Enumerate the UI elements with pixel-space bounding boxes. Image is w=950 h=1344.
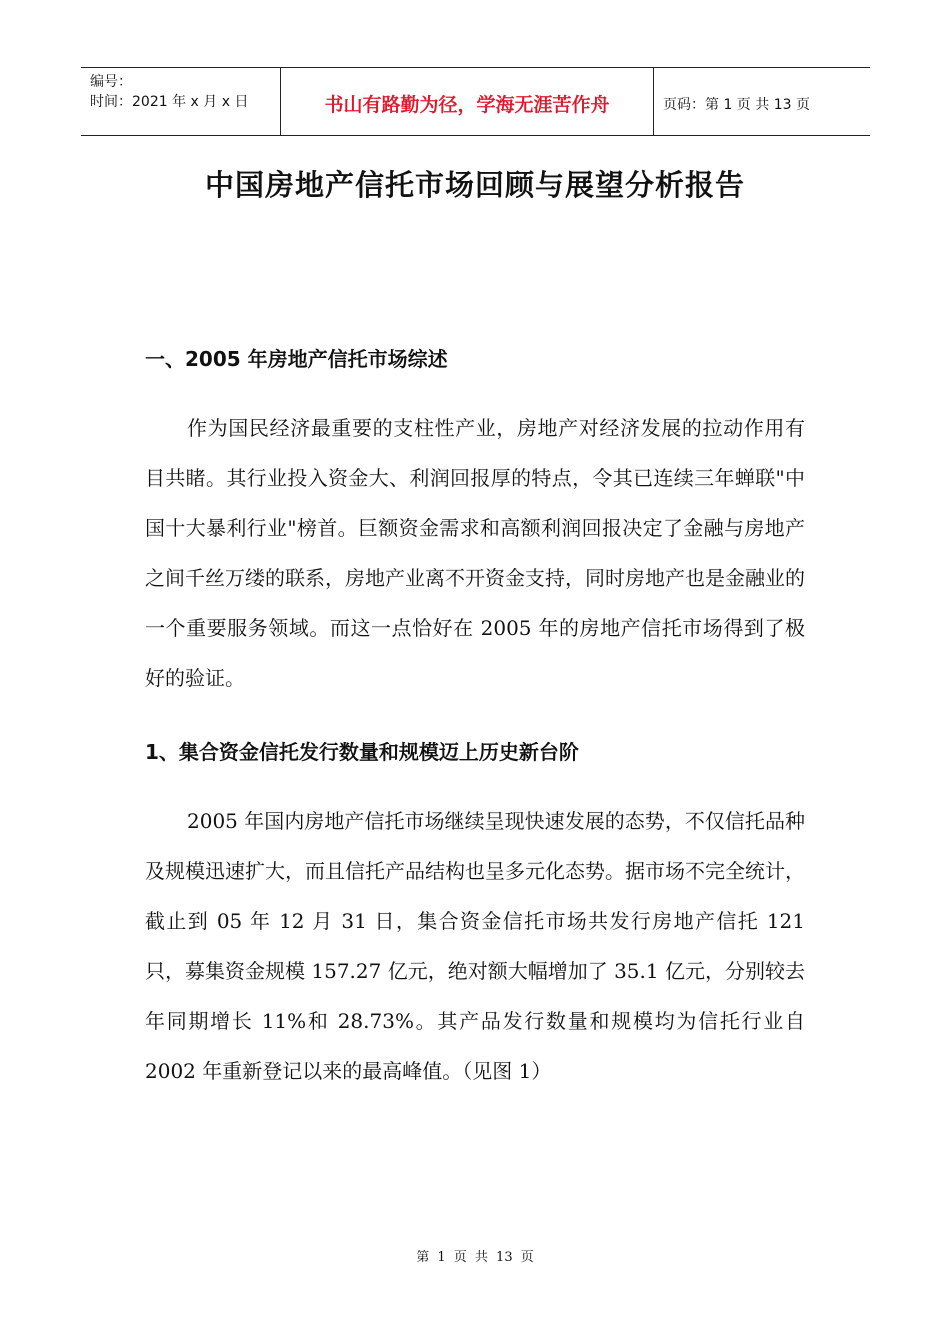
subsection1-heading: 1、集合资金信托发行数量和规模迈上历史新台阶 bbox=[145, 740, 579, 764]
header-table bbox=[81, 67, 870, 136]
header-meta-cell bbox=[81, 68, 281, 135]
subsection1-paragraph: 2005 年国内房地产信托市场继续呈现快速发展的态势，不仅信托品种及规模迅速扩大，而且信托产品结构也呈多元化态势。据市场不完全统计，截止到 05 年 12 月 31 日，集合资金信托市场共发行房地产信托 121 只，募集资金规模 157.27 亿元，绝对额大幅增加了 35.1 亿元，分别较去年同期增长 11%和 28.73%。其产品发行数量和规模均为信托行业自 2002 年重新登记以来的最高峰值。（见图 1） bbox=[145, 809, 805, 1083]
section1-paragraph: 作为国民经济最重要的支柱性产业，房地产对经济发展的拉动作用有目共睹。其行业投入资金大、利润回报厚的特点，令其已连续三年蝉联"中国十大暴利行业"榜首。巨额资金需求和高额利润回报决定了金融与房地产之间千丝万缕的联系，房地产业离不开资金支持，同时房地产也是金融业的一个重要服务领域。而这一点恰好在 2005 年的房地产信托市场得到了极好的验证。 bbox=[145, 416, 805, 690]
page-footer: 第 1 页 共 13 页 bbox=[416, 1250, 534, 1265]
page-info-text: 页码：第 1 页 共 13 页 bbox=[663, 96, 810, 113]
motto-cell bbox=[281, 68, 654, 135]
section1-heading: 一、2005 年房地产信托市场综述 bbox=[145, 347, 448, 371]
number-label: 编号： bbox=[90, 74, 132, 90]
time-label: 时间：2021 年 x 月 x 日 bbox=[90, 94, 249, 110]
page-info-cell bbox=[654, 68, 870, 135]
motto-text: 书山有路勤为径，学海无涯苦作舟 bbox=[324, 94, 610, 116]
document-title: 中国房地产信托市场回顾与展望分析报告 bbox=[204, 168, 745, 202]
